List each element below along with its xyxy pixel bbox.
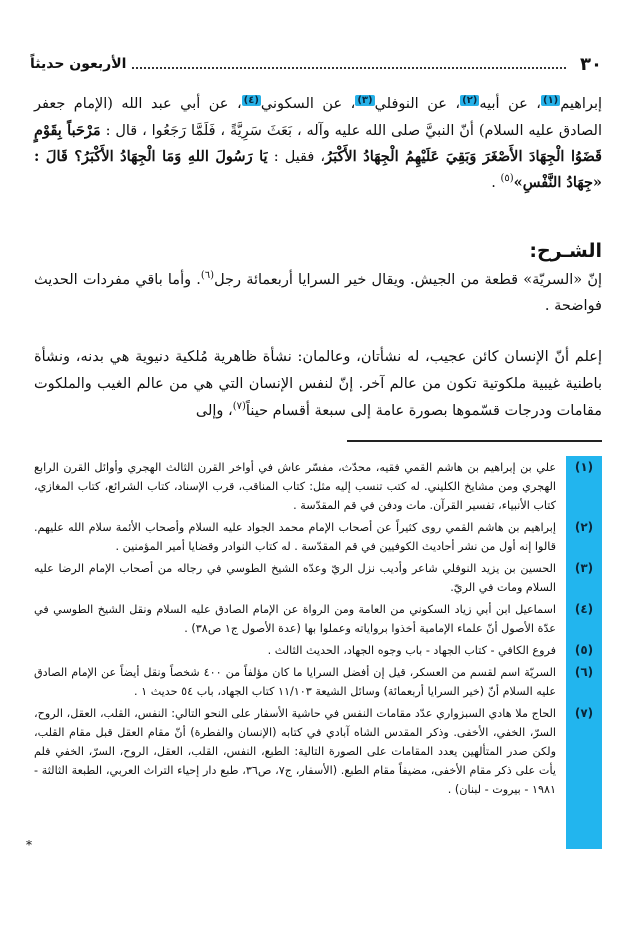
footnote-ref-3[interactable]: (٣) bbox=[357, 95, 373, 106]
sharh-p2-text-a: إعلم أنّ الإنسان كائن عجيب، له نشأتان، وعالمان: نشأة ظاهرية مُلكية دنيوية هي بدنه، ونشأة باطنية غيبية ملكوتية تكون من عالم آخر. إنّ لنفس الإنسان التي هي من عالم الغيب والملكوت مقامات ودرجات قسّموها بصورة عامة إلى سبعة أقسام حيناً bbox=[34, 349, 602, 419]
footnote-ref-6[interactable]: (٦) bbox=[200, 270, 215, 281]
footnote-item bbox=[34, 518, 602, 556]
hadith-intro-5: ، عن أبي عبد الله (الإمام جعفر الصادق عليه السلام) أنّ النبيَّ صلى الله عليه وآله ، بَعَثَ سَرِيَّةً ، فَلَمَّا رَجَعُوا ، قال : bbox=[34, 96, 602, 139]
hadith-end: . bbox=[491, 175, 501, 191]
footnotes-section bbox=[34, 456, 602, 847]
sharh-p2-text-b: ، وإلى bbox=[195, 403, 233, 419]
footnote-ref-5[interactable]: (٥) bbox=[500, 173, 514, 184]
hadith-intro-1: إبراهيم bbox=[560, 96, 603, 112]
book-title: الأربعون حديثاً bbox=[30, 56, 127, 72]
footnote-text: علي بن إبراهيم بن هاشم القمي فقيه، محدّث، مفسّر عاش في أواخر القرن الثالث الهجري وأوائل القرن الرابع الهجري ومن مشايخ الكليني. له كتب تنسب إليه مثل: كتاب المناقب، قرب الإسناد، كتاب الشرائع، كتاب المغازي، كتاب الأنبياء، تفسير القرآن. مات ودفن في قم المقدّسة . bbox=[34, 461, 556, 512]
footnote-text: السريّة اسم لقسم من العسكر، قيل إن أفضل السرايا ما كان مؤلفاً من ٤٠٠ شخصاً ونقل أيضاً عن الإمام الصادق عليه السلام أنّ (خير السرايا أربعمائة) وسائل الشيعة ١١/١٠٣ كتاب الجهاد، باب ٥٤ حديث ١ . bbox=[34, 666, 556, 698]
hadith-intro-3: ، عن النوفلي bbox=[374, 96, 461, 112]
sharh-p1-text-a: إنّ «السريّة» قطعة من الجيش. ويقال خير السرايا أربعمائة رجل bbox=[214, 272, 602, 288]
hadith-quote-1: مَرْحَباً بِقَوْمٍ قَضَوُا الْجِهَادَ الأَصْغَرَ وَبَقِيَ عَلَيْهِمُ الْجِهَادُ الأَكْبَرُ bbox=[34, 122, 602, 165]
sharh-heading: الشـرح: bbox=[529, 240, 602, 262]
hadith-mid: ، فقيل : bbox=[267, 149, 326, 165]
footnote-number: (٤) bbox=[574, 602, 594, 616]
footnote-item bbox=[34, 458, 602, 515]
footnote-number: (٦) bbox=[574, 665, 594, 679]
footnote-item bbox=[34, 704, 602, 799]
footnote-item bbox=[34, 663, 602, 701]
footnote-ref-1[interactable]: (١) bbox=[542, 95, 559, 106]
hadith-intro-2: ، عن أبيه bbox=[479, 96, 541, 112]
page-number: ٣٠ bbox=[580, 53, 602, 75]
footnote-ref-7[interactable]: (٧) bbox=[232, 401, 246, 412]
sharh-p1-text-b: . وأما باقي مفردات الحديث فواضحة . bbox=[34, 272, 602, 314]
footnote-text: اسماعيل ابن أبي زياد السكوني من العامة ومن الرواة عن الإمام الصادق عليه السلام ونقل الشيخ الطوسي في عدّة الأصول أنّ علماء الإمامية أخذوا برواياته وعملوا بها (عدة الأصول ج١ ص٣٨) . bbox=[34, 603, 556, 635]
footnote-text: فروع الكافي - كتاب الجهاد - باب وجوه الجهاد، الحديث الثالث . bbox=[267, 644, 556, 657]
footnote-ref-4[interactable]: (٤) bbox=[243, 95, 259, 106]
footnote-number: (١) bbox=[574, 460, 594, 474]
footnote-ref-2[interactable]: (٢) bbox=[462, 95, 478, 106]
hadith-text bbox=[34, 92, 602, 197]
sharh-paragraph-2 bbox=[34, 344, 602, 426]
footnote-number: (٥) bbox=[574, 643, 594, 657]
footnote-text: إبراهيم بن هاشم القمي روى كثيراً عن أصحاب الإمام محمد الجواد عليه السلام وأصحاب الأئمة سلام الله عليهم. قالوا إنه أول من نشر أحاديث الكوفيين في قم المقدّسة . له كتاب النوادر وقضايا أمير المؤمنين . bbox=[34, 521, 556, 553]
running-header bbox=[30, 52, 602, 76]
header-dot-leader bbox=[132, 67, 566, 69]
hadith-quote-2: يَا رَسُولَ اللهِ وَمَا الْجِهَادُ الأَكْبَرُ؟ قَالَ : «جِهَادُ النَّفْسِ» bbox=[34, 148, 602, 191]
footnote-separator bbox=[347, 440, 602, 442]
sharh-paragraph-1 bbox=[34, 268, 602, 319]
footnote-item bbox=[34, 600, 602, 638]
footnote-number: (٢) bbox=[574, 520, 594, 534]
footnote-item bbox=[34, 559, 602, 597]
footnote-list bbox=[34, 458, 602, 802]
footnote-text: الحسين بن يزيد النوفلي شاعر وأديب نزل الريّ وعدّه الشيخ الطوسي في رجاله من أصحاب الإمام الرضا عليه السلام ومات في الريّ. bbox=[34, 562, 556, 594]
hadith-intro-4: ، عن السكوني bbox=[260, 96, 356, 112]
footnote-number: (٣) bbox=[574, 561, 594, 575]
footnote-item bbox=[34, 641, 602, 660]
page-mark: * bbox=[26, 838, 32, 852]
footnote-number: (٧) bbox=[574, 706, 594, 720]
footnote-text: الحاج ملا هادي السبزواري عدّد مقامات النفس في حاشية الأسفار على النحو التالي: النفس، القلب، العقل، الروح، السرّ، الخفي، الأخفى. وذكر المقدس الشاه آبادي في كتابه (الإنسان والفطرة) أنّ مقام العقل قبل مقام القلب، ولكن صدر المتألهين يعدد المقامات على الصورة التالية: الطبع، النفس، القلب، العقل، الروح، السرّ، الخفي فلم يأت على ذكر مقام الأخفى، مضيفاً مقام الطبع. (الأسفار، ج٧، ص٣٦، طبع دار إحياء التراث العربي، الطبعة الثالثة - ١٩٨١ - بيروت - لبنان) . bbox=[34, 707, 556, 796]
